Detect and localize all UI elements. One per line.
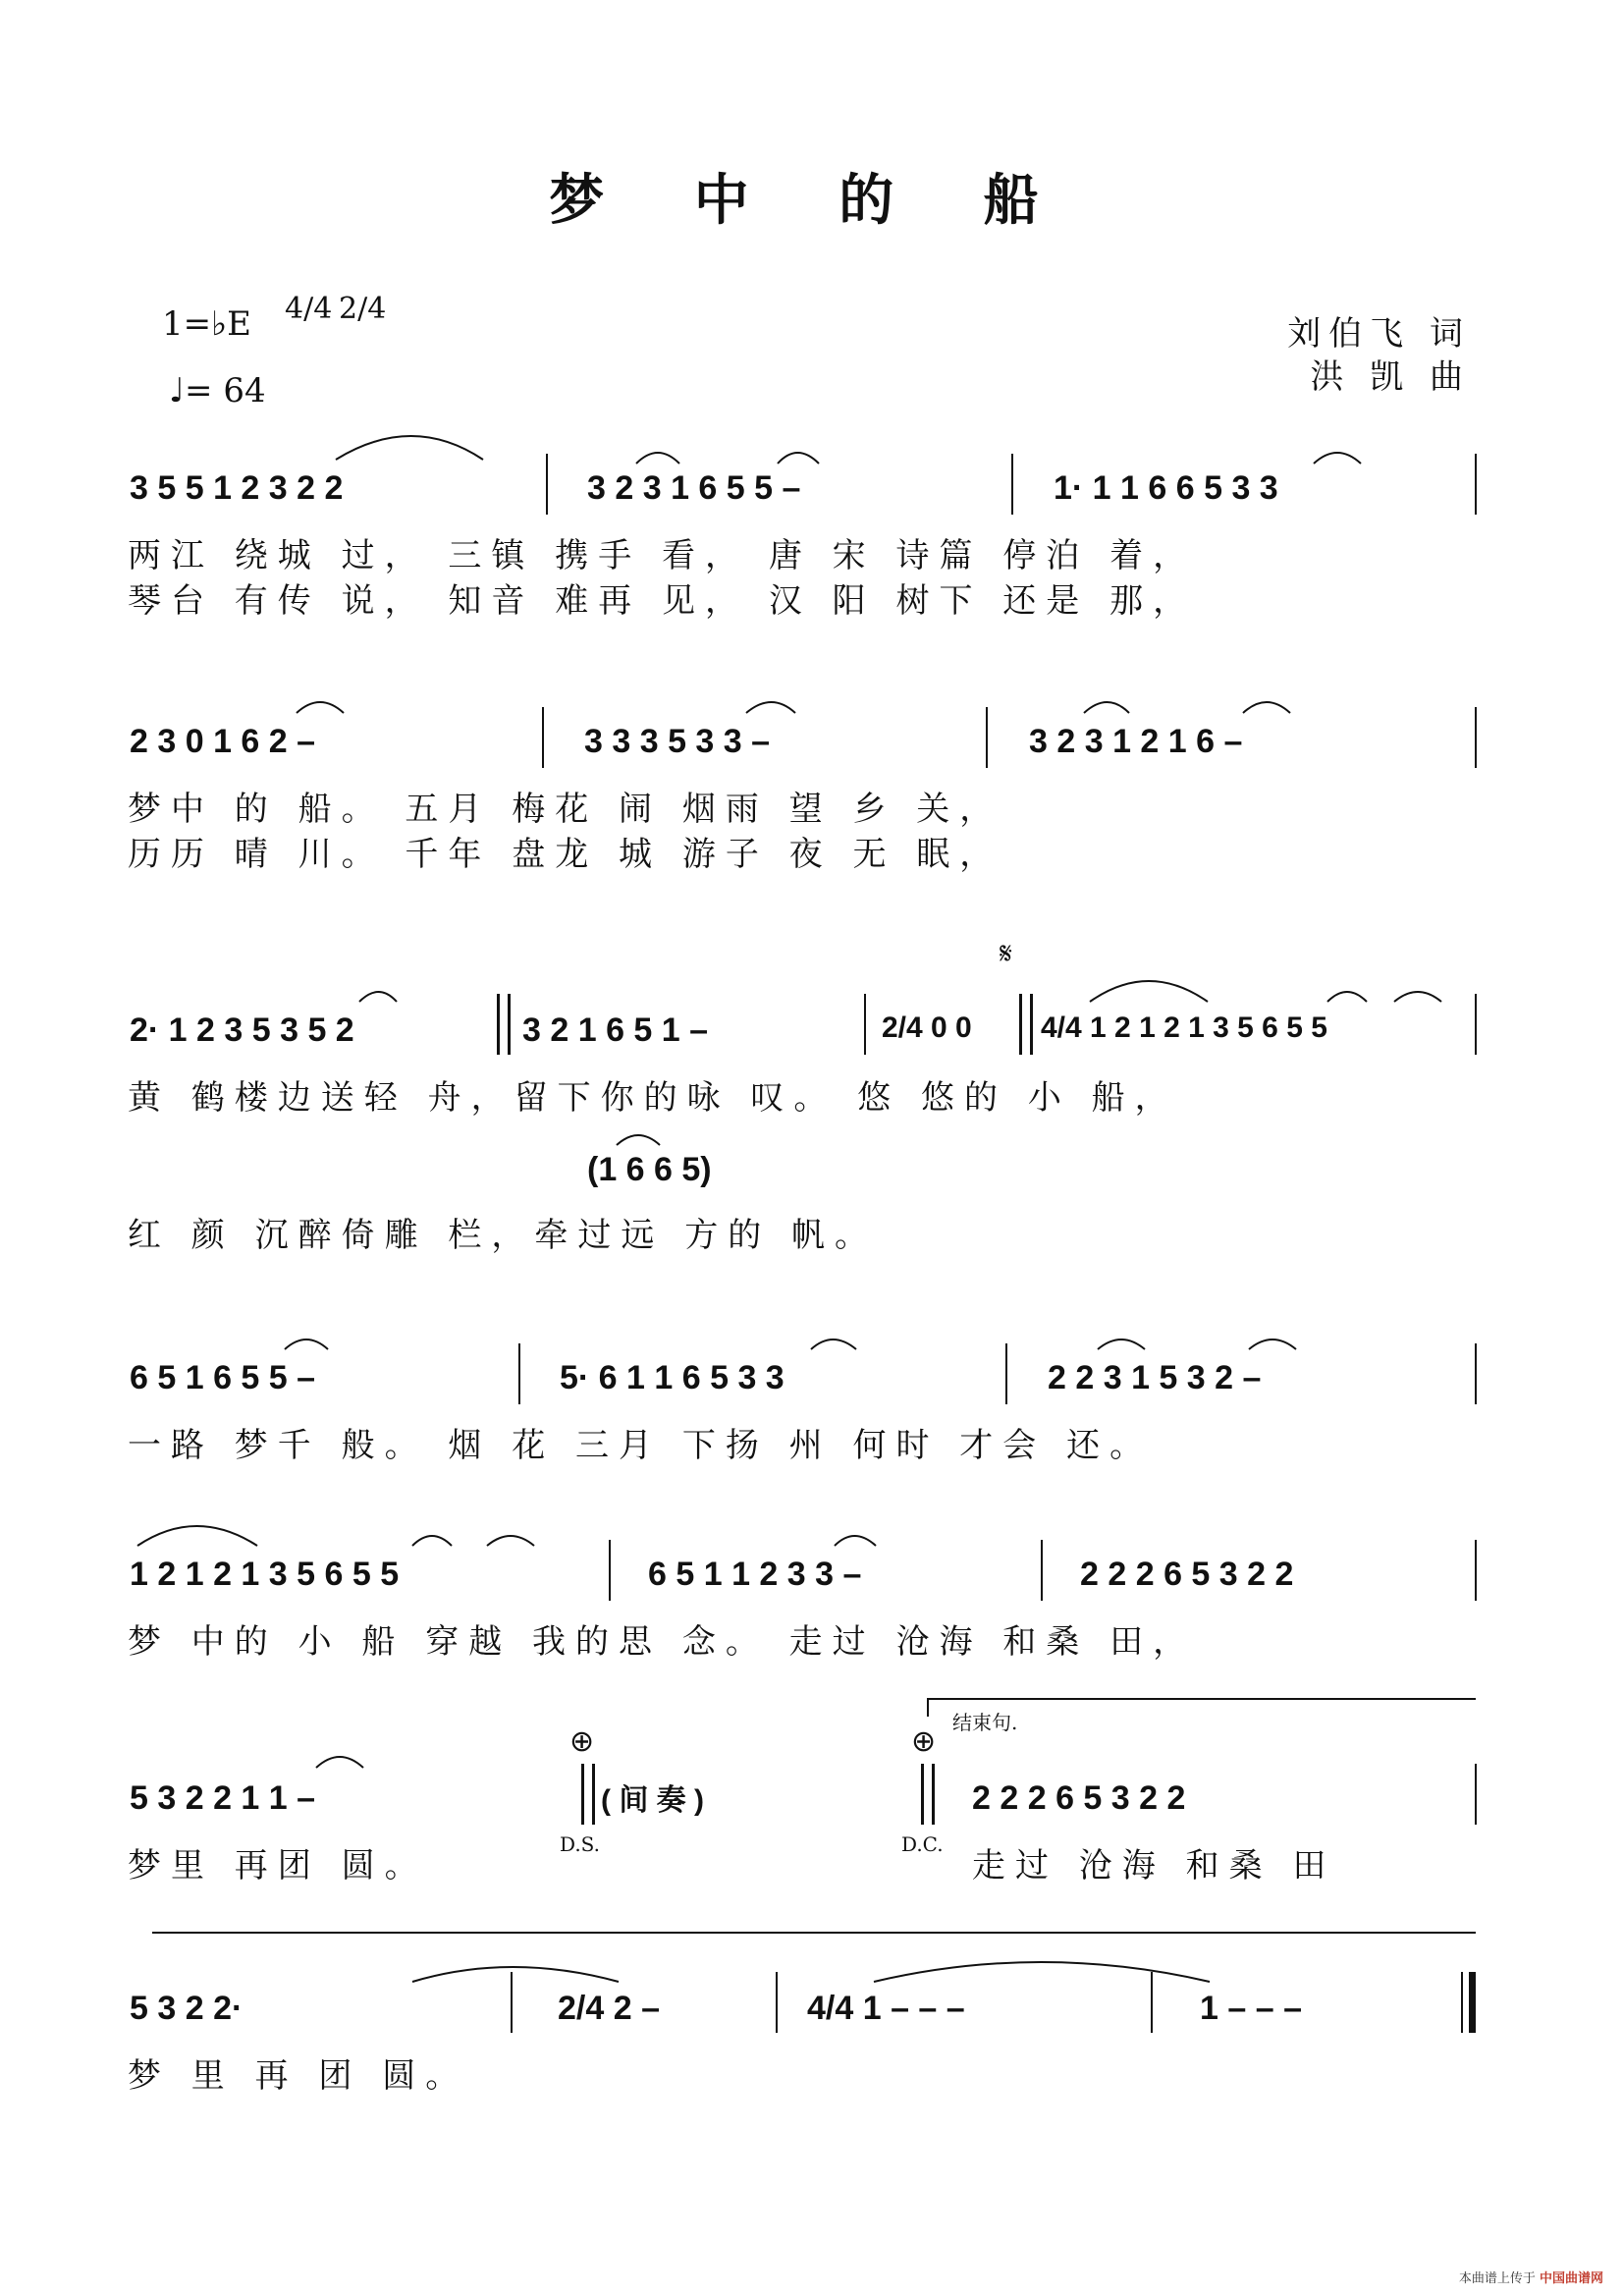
measure: 6 5 1 1 2 3 3 – bbox=[648, 1556, 862, 1593]
ending-bracket bbox=[928, 1699, 1476, 1717]
lyric-line: 琴台 有传 说， 知音 难再 见， 汉 阳 树下 还是 那， bbox=[128, 581, 1197, 621]
footer-text: 本曲谱上传于 bbox=[1458, 2271, 1536, 2286]
coda-icon: ⊕ bbox=[911, 1724, 937, 1759]
slur bbox=[1084, 702, 1129, 713]
measure: 2/4 0 0 bbox=[882, 1011, 972, 1044]
measure: 2· 1 2 3 5 3 5 2 bbox=[130, 1011, 354, 1049]
footer-credit bbox=[1459, 2268, 1603, 2286]
measure: 5 3 2 2· bbox=[130, 1990, 243, 2027]
measure: 4/4 1 2 1 2 1 3 5 6 5 5 bbox=[1041, 1011, 1327, 1044]
slur bbox=[412, 1967, 619, 1982]
slur bbox=[617, 1135, 660, 1145]
measure: 2 2 2 6 5 3 2 2 bbox=[1080, 1556, 1294, 1593]
slur bbox=[297, 702, 344, 713]
lyric-line: 梦里 再团 圆。 bbox=[128, 1846, 428, 1886]
slur bbox=[1098, 1339, 1145, 1349]
slur bbox=[336, 436, 483, 460]
lyric-line: 黄 鹤楼边送轻 舟，留下你的咏 叹。 悠 悠的 小 船， bbox=[128, 1078, 1178, 1118]
dal-segno-mark: D.S. bbox=[560, 1832, 601, 1856]
measure: 3 5 5 1 2 3 2 2 bbox=[130, 469, 344, 507]
slur bbox=[746, 702, 795, 713]
slur bbox=[1327, 992, 1367, 1002]
slur bbox=[874, 1962, 1210, 1982]
da-capo-mark: D.C. bbox=[901, 1832, 944, 1856]
measure: 3 2 1 6 5 1 – bbox=[522, 1011, 709, 1049]
slur bbox=[811, 1339, 856, 1349]
slur bbox=[1314, 453, 1361, 464]
slur bbox=[636, 453, 679, 464]
score-title: 梦 中 的 船 bbox=[549, 169, 1074, 233]
lyric-line: 梦中 的 船。 五月 梅花 闹 烟雨 望 乡 关， bbox=[128, 790, 1003, 829]
measure: 2 3 0 1 6 2 – bbox=[130, 723, 316, 760]
measure: 5 3 2 2 1 1 – bbox=[130, 1779, 316, 1817]
ending-label: 结束句. bbox=[952, 1711, 1018, 1734]
lyric-line: 历历 晴 川。 千年 盘龙 城 游子 夜 无 眠， bbox=[128, 835, 1003, 874]
slur bbox=[412, 1536, 452, 1546]
lyric-line: 一路 梦千 般。 烟 花 三月 下扬 州 何时 才会 还。 bbox=[128, 1426, 1154, 1465]
measure: 5· 6 1 1 6 5 3 3 bbox=[560, 1359, 784, 1396]
measure: 1 2 1 2 1 3 5 6 5 5 bbox=[130, 1556, 400, 1593]
slur bbox=[1249, 1339, 1296, 1349]
lyricist-credit: 刘伯飞 词 bbox=[1287, 314, 1471, 354]
slur bbox=[359, 992, 397, 1002]
slur bbox=[137, 1526, 257, 1546]
lyric-line: 两江 绕城 过， 三镇 携手 看， 唐 宋 诗篇 停泊 着， bbox=[128, 536, 1197, 575]
measure: 2 2 2 6 5 3 2 2 bbox=[972, 1779, 1186, 1817]
footer-brand: 中国曲谱网 bbox=[1539, 2271, 1603, 2286]
slur bbox=[285, 1339, 328, 1349]
measure: 4/4 1 – – – bbox=[807, 1990, 965, 2027]
time-sig-text: 4/4 bbox=[285, 292, 333, 326]
lyric-line: 梦 里 再 团 圆。 bbox=[128, 2056, 469, 2096]
measure: 3 3 3 5 3 3 – bbox=[584, 723, 771, 760]
key-label: 1=♭E bbox=[162, 304, 251, 344]
measure: 2 2 3 1 5 3 2 – bbox=[1048, 1359, 1262, 1396]
measure: 1 – – – bbox=[1200, 1990, 1302, 2027]
composer-credit: 洪 凯 曲 bbox=[1310, 357, 1471, 397]
lyric-line-alt: 红 颜 沉醉倚雕 栏，牵过远 方的 帆。 bbox=[128, 1216, 879, 1255]
slur bbox=[1243, 702, 1290, 713]
coda-icon: ⊕ bbox=[569, 1724, 595, 1759]
segno-icon: 𝄋 bbox=[1000, 937, 1012, 971]
slur bbox=[1090, 981, 1208, 1002]
measure: 3 2 3 1 2 1 6 – bbox=[1029, 723, 1243, 760]
measure: 3 2 3 1 6 5 5 – bbox=[587, 469, 801, 507]
lyric-line: 走过 沧海 和桑 田 bbox=[972, 1846, 1336, 1886]
time-sig-text: 2/4 bbox=[339, 292, 387, 326]
measure: 1· 1 1 6 6 5 3 3 bbox=[1054, 469, 1278, 507]
alternate-phrase: (1 6 6 5) bbox=[587, 1151, 712, 1188]
measure: 6 5 1 6 5 5 – bbox=[130, 1359, 316, 1396]
interlude-measure: ( 间 奏 ) bbox=[601, 1784, 704, 1817]
slur bbox=[778, 453, 819, 464]
tempo-marking: ♩= 64 bbox=[169, 371, 266, 410]
slur bbox=[487, 1536, 534, 1546]
slur bbox=[835, 1536, 876, 1546]
lyric-line: 梦 中的 小 船 穿越 我的思 念。 走过 沧海 和桑 田， bbox=[128, 1622, 1197, 1662]
measure: 2/4 2 – bbox=[558, 1990, 660, 2027]
slur bbox=[316, 1757, 363, 1768]
slur bbox=[1394, 992, 1441, 1002]
